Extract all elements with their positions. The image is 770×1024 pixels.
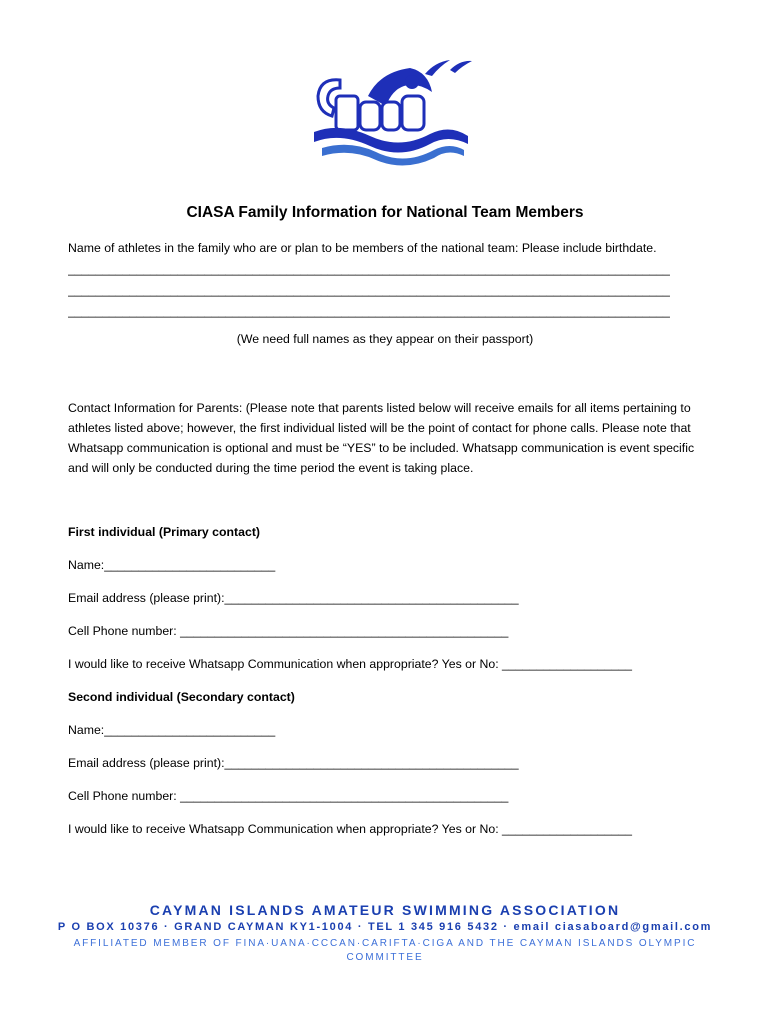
footer-affiliation xyxy=(0,937,770,965)
bird-icon xyxy=(425,60,450,76)
footer-address: P O BOX 10376 · GRAND CAYMAN KY1-1004 · TEL 1 345 916 5432 · email ciasaboard@gmail.com xyxy=(57,921,713,933)
ciasa-logo xyxy=(300,52,480,170)
intro-text: Name of athletes in the family who are or plan to be members of the national team: Please include birthdate. xyxy=(68,241,657,255)
passport-note: (We need full names as they appear on their passport) xyxy=(236,332,534,346)
first-phone-field[interactable]: Cell Phone number: ________________________________________________ xyxy=(68,624,509,638)
second-name-field[interactable]: Name:_________________________ xyxy=(68,723,276,737)
first-whatsapp-field[interactable]: I would like to receive Whatsapp Communication when appropriate? Yes or No: ___________________ xyxy=(68,657,632,671)
first-individual-heading: First individual (Primary contact) xyxy=(68,525,261,539)
page-title: CIASA Family Information for National Team Members xyxy=(186,204,584,221)
second-phone-field[interactable]: Cell Phone number: ________________________________________________ xyxy=(68,789,509,803)
athlete-name-line-3[interactable]: ________________________________________________________________________________________ xyxy=(68,304,670,318)
bird-icon xyxy=(450,61,472,73)
athlete-name-line-1[interactable]: ________________________________________________________________________________________ xyxy=(68,262,670,276)
footer-affiliation-line-2: COMMITTEE xyxy=(346,952,424,963)
footer-org-name: CAYMAN ISLANDS AMATEUR SWIMMING ASSOCIATION xyxy=(149,902,621,918)
second-email-field[interactable]: Email address (please print):___________________________________________ xyxy=(68,756,519,770)
first-name-field[interactable]: Name:_________________________ xyxy=(68,558,276,572)
athlete-name-line-2[interactable]: ________________________________________________________________________________________ xyxy=(68,283,670,297)
second-individual-heading: Second individual (Secondary contact) xyxy=(68,690,295,704)
first-email-field[interactable]: Email address (please print):___________________________________________ xyxy=(68,591,519,605)
footer-affiliation-line-1: AFFILIATED MEMBER OF FINA·UANA·CCCAN·CARIFTA·CIGA AND THE CAYMAN ISLANDS OLYMPIC xyxy=(73,938,697,949)
contact-info-text: Contact Information for Parents: (Please note that parents listed below will receive emails for all items pertaining to athletes listed above; however, the first individual listed will be the point of contact for phone calls. Please note that Whatsapp communication is optional and must be “YES” to be included. Whatsapp communication is event specific and will only be conducted during the time period the event is taking place. xyxy=(68,401,695,475)
second-whatsapp-field[interactable]: I would like to receive Whatsapp Communication when appropriate? Yes or No: ___________________ xyxy=(68,822,632,836)
